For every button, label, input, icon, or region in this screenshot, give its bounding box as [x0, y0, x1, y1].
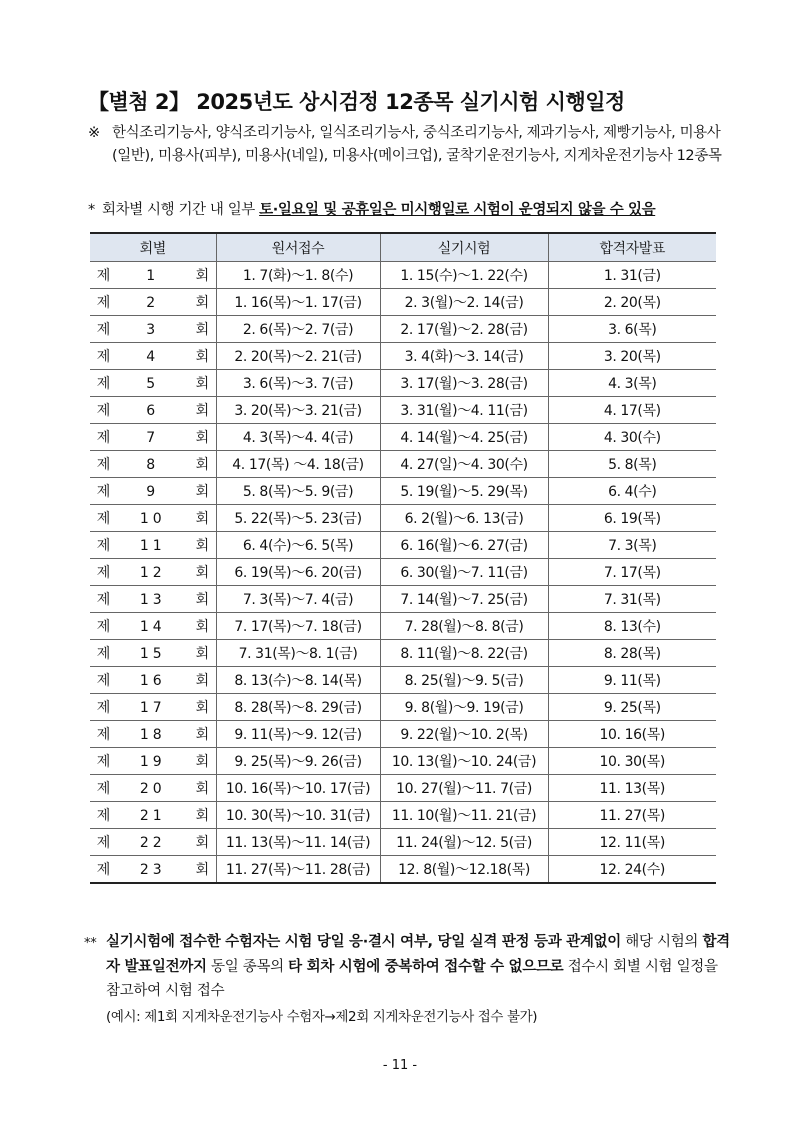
round-cell: [90, 613, 216, 640]
application-period-cell: 9. 11(목)～9. 12(금): [216, 721, 380, 748]
round-cell: [90, 424, 216, 451]
result-date-cell: 4. 3(목): [548, 370, 716, 397]
application-period-cell: 11. 27(목)～11. 28(금): [216, 856, 380, 884]
result-date-cell: 10. 30(목): [548, 748, 716, 775]
exam-period-cell: 6. 2(월)～6. 13(금): [380, 505, 548, 532]
round-prefix: 제: [96, 781, 110, 797]
exam-period-cell: 9. 8(월)～9. 19(금): [380, 694, 548, 721]
round-suffix: 회: [195, 457, 209, 473]
table-row: [90, 721, 716, 748]
round-cell: [90, 667, 216, 694]
note-text: 회차별 시행 기간 내 일부: [102, 202, 260, 218]
table-row: [90, 640, 716, 667]
application-period-cell: 10. 16(목)～10. 17(금): [216, 775, 380, 802]
round-cell: [90, 397, 216, 424]
table-row: [90, 532, 716, 559]
table-row: [90, 613, 716, 640]
table-row: [90, 505, 716, 532]
application-period-cell: 4. 3(목)～4. 4(금): [216, 424, 380, 451]
round-suffix: 회: [195, 700, 209, 716]
round-number: 13: [139, 592, 166, 608]
result-date-cell: 3. 6(목): [548, 316, 716, 343]
round-cell: [90, 262, 216, 289]
exam-period-cell: 11. 24(월)～12. 5(금): [380, 829, 548, 856]
round-number: 14: [139, 619, 166, 635]
application-period-cell: 3. 20(목)～3. 21(금): [216, 397, 380, 424]
application-period-cell: 4. 17(목) ～4. 18(금): [216, 451, 380, 478]
exam-period-cell: 2. 17(월)～2. 28(금): [380, 316, 548, 343]
application-period-cell: 7. 3(목)～7. 4(금): [216, 586, 380, 613]
round-suffix: 회: [195, 862, 209, 878]
application-period-cell: 1. 16(목)～1. 17(금): [216, 289, 380, 316]
round-prefix: 제: [96, 295, 110, 311]
table-row: [90, 856, 716, 884]
result-date-cell: 12. 11(목): [548, 829, 716, 856]
application-period-cell: 8. 28(목)～8. 29(금): [216, 694, 380, 721]
table-row: [90, 397, 716, 424]
non-operation-note: [88, 199, 742, 222]
round-number: 16: [139, 673, 166, 689]
round-suffix: 회: [195, 781, 209, 797]
exam-period-cell: 9. 22(월)～10. 2(목): [380, 721, 548, 748]
round-cell: [90, 316, 216, 343]
target-items-note: [88, 122, 732, 168]
round-cell: [90, 694, 216, 721]
result-date-cell: 6. 4(수): [548, 478, 716, 505]
table-row: [90, 559, 716, 586]
exam-period-cell: 3. 31(월)～4. 11(금): [380, 397, 548, 424]
exam-period-cell: 3. 17(월)～3. 28(금): [380, 370, 548, 397]
round-cell: [90, 478, 216, 505]
round-cell: [90, 289, 216, 316]
round-number: 19: [139, 754, 166, 770]
exam-period-cell: 6. 16(월)～6. 27(금): [380, 532, 548, 559]
exam-period-cell: 7. 14(월)～7. 25(금): [380, 586, 548, 613]
round-number: 11: [139, 538, 166, 554]
round-cell: [90, 370, 216, 397]
table-row: [90, 802, 716, 829]
round-suffix: 회: [195, 511, 209, 527]
table-row: [90, 586, 716, 613]
round-cell: [90, 775, 216, 802]
table-row: [90, 451, 716, 478]
application-period-cell: 7. 17(목)～7. 18(금): [216, 613, 380, 640]
round-number: 3: [146, 322, 160, 338]
table-row: [90, 343, 716, 370]
round-prefix: 제: [96, 268, 110, 284]
round-number: 9: [146, 484, 160, 500]
round-prefix: 제: [96, 484, 110, 500]
result-date-cell: 7. 3(목): [548, 532, 716, 559]
round-suffix: 회: [195, 754, 209, 770]
round-suffix: 회: [195, 349, 209, 365]
result-date-cell: 5. 8(목): [548, 451, 716, 478]
document-title: 【별첨 2】 2025년도 상시검정 12종목 실기시험 시행일정: [88, 90, 625, 114]
footnote-mark: **: [84, 936, 97, 951]
round-number: 5: [146, 376, 160, 392]
round-cell: [90, 451, 216, 478]
exam-period-cell: 4. 14(월)～4. 25(금): [380, 424, 548, 451]
result-date-cell: 2. 20(목): [548, 289, 716, 316]
application-period-cell: 3. 6(목)～3. 7(금): [216, 370, 380, 397]
exam-period-cell: 10. 27(월)～11. 7(금): [380, 775, 548, 802]
footnote-text: 해당 시험의: [625, 934, 703, 950]
exam-period-cell: 11. 10(월)～11. 21(금): [380, 802, 548, 829]
table-row: [90, 748, 716, 775]
header-result: 합격자발표: [548, 233, 716, 262]
header-round: 회별: [90, 233, 216, 262]
exam-period-cell: 10. 13(월)～10. 24(금): [380, 748, 548, 775]
table-row: [90, 667, 716, 694]
result-date-cell: 6. 19(목): [548, 505, 716, 532]
table-row: [90, 289, 716, 316]
round-cell: [90, 532, 216, 559]
exam-period-cell: 8. 11(월)～8. 22(금): [380, 640, 548, 667]
round-prefix: 제: [96, 349, 110, 365]
result-date-cell: 1. 31(금): [548, 262, 716, 289]
round-prefix: 제: [96, 727, 110, 743]
round-prefix: 제: [96, 457, 110, 473]
round-suffix: 회: [195, 403, 209, 419]
application-period-cell: 2. 20(목)～2. 21(금): [216, 343, 380, 370]
round-number: 7: [146, 430, 160, 446]
note-text: 한식조리기능사, 양식조리기능사, 일식조리기능사, 중식조리기능사, 제과기능사, 제빵기능사, 미용사(일반), 미용사(피부), 미용사(네일), 미용사(메이크업), 굴착기운전기능사, 지게차운전기능사 12종목: [112, 125, 722, 164]
round-suffix: 회: [195, 592, 209, 608]
result-date-cell: 11. 13(목): [548, 775, 716, 802]
table-row: [90, 694, 716, 721]
round-number: 6: [146, 403, 160, 419]
round-suffix: 회: [195, 835, 209, 851]
exam-period-cell: 8. 25(월)～9. 5(금): [380, 667, 548, 694]
header-exam: 실기시험: [380, 233, 548, 262]
schedule-table: [90, 232, 716, 884]
application-period-cell: 9. 25(목)～9. 26(금): [216, 748, 380, 775]
round-number: 2: [146, 295, 160, 311]
footnote-text: 동일 종목의: [206, 958, 289, 975]
round-suffix: 회: [195, 430, 209, 446]
round-prefix: 제: [96, 592, 110, 608]
table-row: [90, 424, 716, 451]
exam-period-cell: 1. 15(수)～1. 22(수): [380, 262, 548, 289]
exam-period-cell: 5. 19(월)～5. 29(목): [380, 478, 548, 505]
exam-period-cell: 2. 3(월)～2. 14(금): [380, 289, 548, 316]
round-suffix: 회: [195, 673, 209, 689]
round-suffix: 회: [195, 295, 209, 311]
round-prefix: 제: [96, 403, 110, 419]
result-date-cell: 3. 20(목): [548, 343, 716, 370]
round-prefix: 제: [96, 673, 110, 689]
round-suffix: 회: [195, 619, 209, 635]
round-number: 22: [139, 835, 166, 851]
table-row: [90, 478, 716, 505]
application-period-cell: 11. 13(목)～11. 14(금): [216, 829, 380, 856]
round-number: 8: [146, 457, 160, 473]
round-cell: [90, 856, 216, 884]
round-cell: [90, 721, 216, 748]
footnote: [84, 930, 734, 1004]
result-date-cell: 12. 24(수): [548, 856, 716, 884]
application-period-cell: 1. 7(화)～1. 8(수): [216, 262, 380, 289]
footnote-text: 접수시 회별 시험 일정을 참고하여 시험 접수: [106, 958, 718, 999]
table-header-row: [90, 233, 716, 262]
table-row: [90, 262, 716, 289]
round-number: 18: [139, 727, 166, 743]
round-prefix: 제: [96, 376, 110, 392]
round-number: 20: [139, 781, 166, 797]
result-date-cell: 7. 31(목): [548, 586, 716, 613]
round-prefix: 제: [96, 862, 110, 878]
round-number: 23: [139, 862, 166, 878]
note-mark: *: [88, 202, 95, 218]
round-prefix: 제: [96, 322, 110, 338]
result-date-cell: 11. 27(목): [548, 802, 716, 829]
round-cell: [90, 586, 216, 613]
page-number: - 11 -: [382, 1058, 418, 1073]
round-prefix: 제: [96, 511, 110, 527]
application-period-cell: 5. 22(목)～5. 23(금): [216, 505, 380, 532]
exam-period-cell: 12. 8(월)～12.18(목): [380, 856, 548, 884]
round-suffix: 회: [195, 322, 209, 338]
result-date-cell: 10. 16(목): [548, 721, 716, 748]
exam-period-cell: 3. 4(화)～3. 14(금): [380, 343, 548, 370]
round-suffix: 회: [195, 727, 209, 743]
application-period-cell: 10. 30(목)～10. 31(금): [216, 802, 380, 829]
round-suffix: 회: [195, 565, 209, 581]
exam-period-cell: 6. 30(월)～7. 11(금): [380, 559, 548, 586]
note-emphasis: 토·일요일 및 공휴일은 미시행일로 시험이 운영되지 않을 수 있음: [259, 202, 656, 218]
round-number: 10: [139, 511, 166, 527]
round-number: 1: [146, 268, 160, 284]
result-date-cell: 9. 11(목): [548, 667, 716, 694]
result-date-cell: 9. 25(목): [548, 694, 716, 721]
application-period-cell: 2. 6(목)～2. 7(금): [216, 316, 380, 343]
round-prefix: 제: [96, 808, 110, 824]
round-number: 4: [146, 349, 160, 365]
round-suffix: 회: [195, 808, 209, 824]
footnote-bold: 실기시험에 접수한 수험자는 시험 당일 응·결시 여부, 당일 실격 판정 등과 관계없이: [106, 934, 621, 950]
round-prefix: 제: [96, 565, 110, 581]
header-application: 원서접수: [216, 233, 380, 262]
round-suffix: 회: [195, 376, 209, 392]
round-cell: [90, 829, 216, 856]
result-date-cell: 8. 13(수): [548, 613, 716, 640]
table-row: [90, 829, 716, 856]
round-prefix: 제: [96, 538, 110, 554]
round-cell: [90, 802, 216, 829]
footnote-bold: 합격자 발표일전까지: [106, 934, 730, 975]
application-period-cell: 6. 4(수)～6. 5(목): [216, 532, 380, 559]
footnote-bold: 타 회차 시험에 중복하여 접수할 수 없으므로: [288, 958, 564, 975]
round-cell: [90, 748, 216, 775]
round-cell: [90, 505, 216, 532]
round-cell: [90, 559, 216, 586]
round-cell: [90, 640, 216, 667]
application-period-cell: 5. 8(목)～5. 9(금): [216, 478, 380, 505]
round-cell: [90, 343, 216, 370]
table-row: [90, 775, 716, 802]
round-number: 17: [139, 700, 166, 716]
table-row: [90, 316, 716, 343]
round-number: 15: [139, 646, 166, 662]
application-period-cell: 7. 31(목)～8. 1(금): [216, 640, 380, 667]
round-suffix: 회: [195, 646, 209, 662]
example-note: (예시: 제1회 지게차운전기능사 수험자→제2회 지게차운전기능사 접수 불가): [106, 1009, 538, 1025]
result-date-cell: 4. 17(목): [548, 397, 716, 424]
round-suffix: 회: [195, 538, 209, 554]
round-number: 12: [139, 565, 166, 581]
round-prefix: 제: [96, 754, 110, 770]
table-row: [90, 370, 716, 397]
exam-period-cell: 7. 28(월)～8. 8(금): [380, 613, 548, 640]
round-prefix: 제: [96, 430, 110, 446]
round-suffix: 회: [195, 484, 209, 500]
application-period-cell: 8. 13(수)～8. 14(목): [216, 667, 380, 694]
round-prefix: 제: [96, 700, 110, 716]
exam-period-cell: 4. 27(일)～4. 30(수): [380, 451, 548, 478]
application-period-cell: 6. 19(목)～6. 20(금): [216, 559, 380, 586]
round-prefix: 제: [96, 835, 110, 851]
round-number: 21: [139, 808, 166, 824]
round-prefix: 제: [96, 646, 110, 662]
round-prefix: 제: [96, 619, 110, 635]
result-date-cell: 8. 28(목): [548, 640, 716, 667]
result-date-cell: 4. 30(수): [548, 424, 716, 451]
round-suffix: 회: [195, 268, 209, 284]
result-date-cell: 7. 17(목): [548, 559, 716, 586]
note-mark: ※: [88, 125, 100, 141]
